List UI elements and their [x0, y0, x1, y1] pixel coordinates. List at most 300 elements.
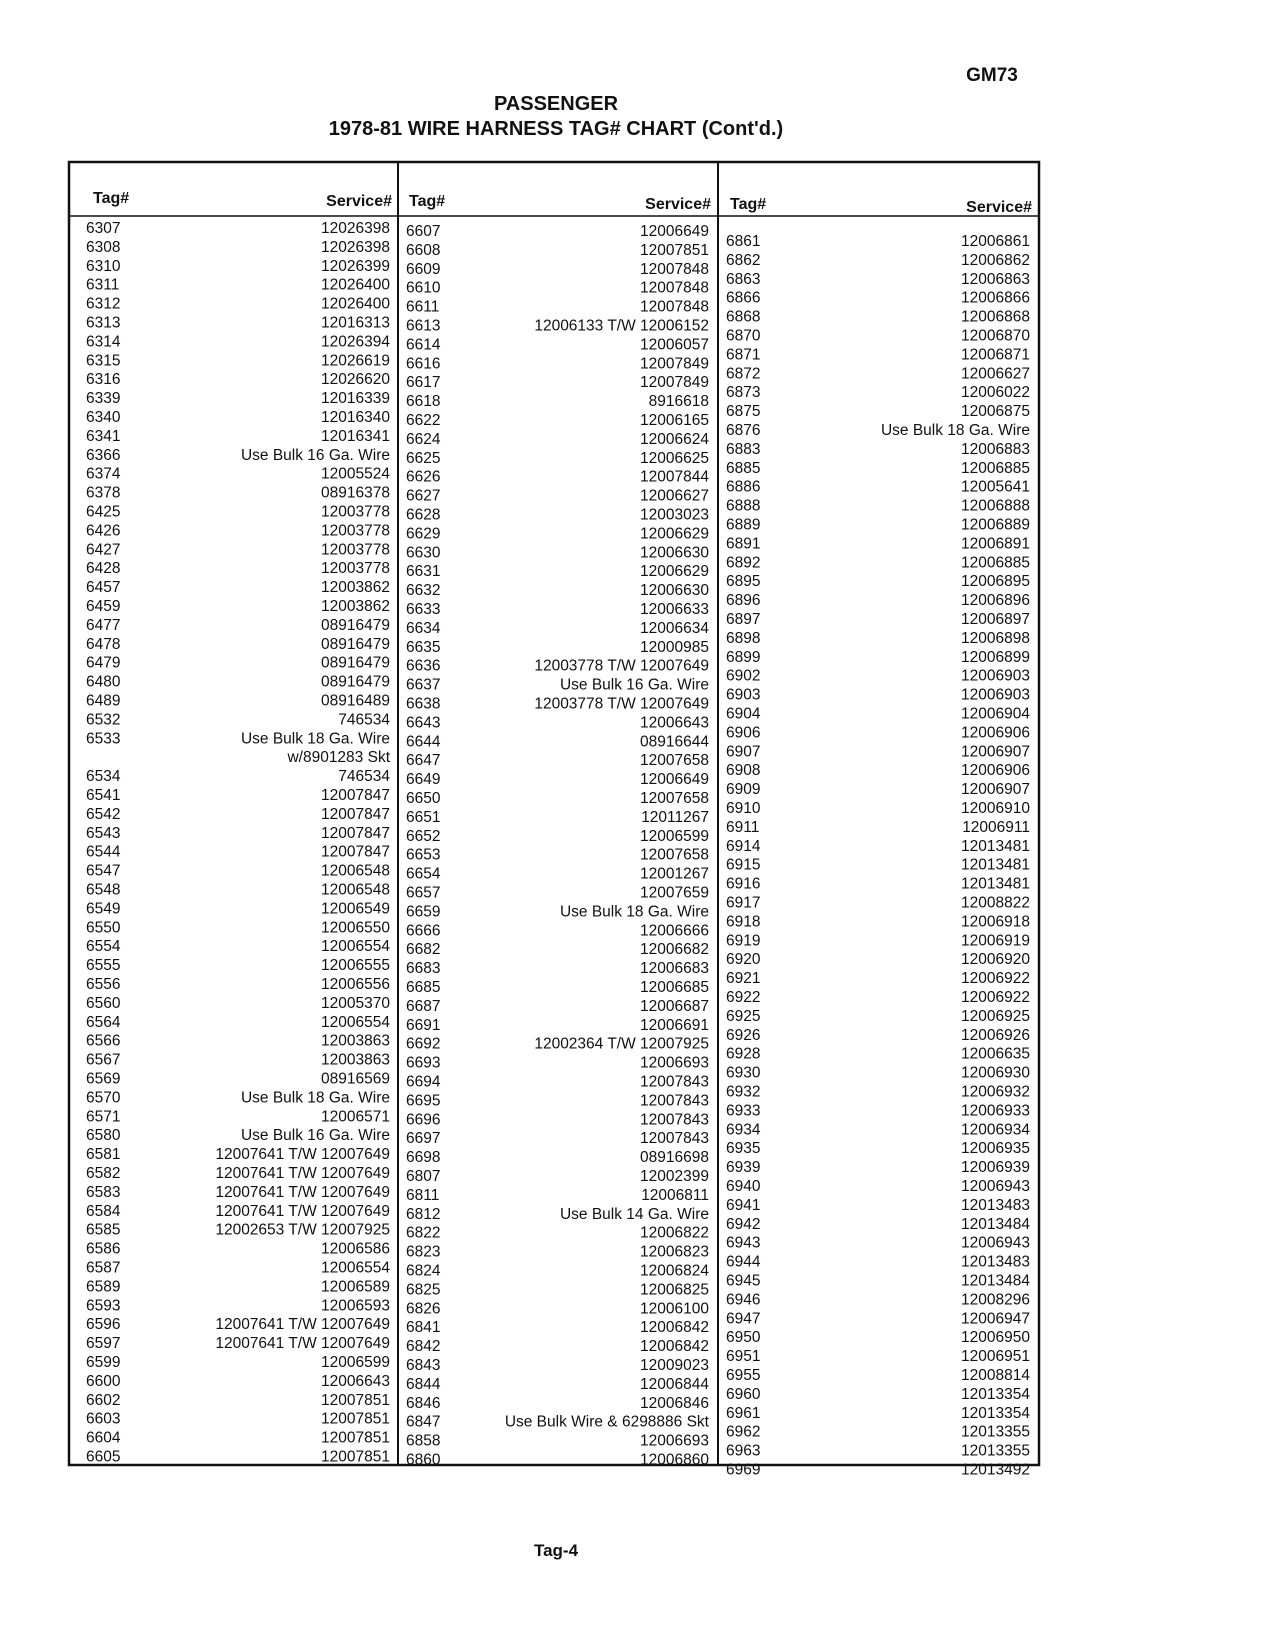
service-number: 12007843 — [640, 1111, 709, 1129]
tag-number: 6583 — [86, 1183, 121, 1201]
service-number: 12003862 — [321, 579, 390, 597]
tag-number: 6943 — [726, 1234, 761, 1252]
tag-number: 6378 — [86, 484, 121, 502]
service-number: 12013483 — [961, 1196, 1030, 1214]
tag-number: 6872 — [726, 365, 761, 383]
tag-number: 6584 — [86, 1202, 121, 1220]
service-number: 12011267 — [641, 808, 709, 826]
tag-number: 6812 — [406, 1205, 441, 1223]
service-number: 12003778 — [321, 503, 390, 521]
tag-number: 6914 — [726, 837, 761, 855]
tag-number: 6870 — [726, 327, 761, 345]
tag-number: 6604 — [86, 1429, 121, 1447]
tag-number: 6311 — [86, 276, 120, 294]
tag-number: 6374 — [86, 465, 121, 483]
tag-number: 6534 — [86, 768, 121, 786]
tag-number: 6860 — [406, 1451, 441, 1469]
tag-number: 6868 — [726, 308, 761, 326]
tag-number: 6898 — [726, 629, 761, 647]
tag-number: 6644 — [406, 733, 441, 751]
service-number: 12007843 — [640, 1092, 709, 1110]
tag-number: 6693 — [406, 1054, 441, 1072]
tag-number: 6858 — [406, 1432, 441, 1450]
tag-number: 6951 — [726, 1348, 761, 1366]
service-number: 12006871 — [961, 346, 1030, 364]
service-number: 12006922 — [961, 970, 1030, 988]
tag-number: 6657 — [406, 884, 441, 902]
service-number: 12006903 — [961, 667, 1030, 685]
service-number: 12006926 — [961, 1026, 1030, 1044]
tag-number: 6543 — [86, 824, 121, 842]
tag-number: 6666 — [406, 922, 441, 940]
service-number: 12006910 — [961, 800, 1030, 817]
tag-number: 6608 — [406, 241, 441, 259]
service-number: 12006556 — [321, 976, 390, 993]
tag-number: 6692 — [406, 1035, 441, 1053]
tag-number: 6616 — [406, 355, 441, 373]
tag-number: 6542 — [86, 805, 121, 823]
tag-number: 6907 — [726, 743, 761, 761]
service-number: 12006586 — [321, 1240, 390, 1258]
service-number: 12003863 — [321, 1051, 390, 1069]
service-number: 12006649 — [640, 223, 709, 240]
service-number: 12007848 — [640, 260, 709, 278]
service-number: 12006933 — [961, 1102, 1030, 1120]
service-number: 12006943 — [961, 1178, 1030, 1195]
tag-number: 6807 — [406, 1168, 441, 1185]
tag-number: 6313 — [86, 314, 121, 332]
tag-number: 6599 — [86, 1354, 121, 1371]
service-number: 12013355 — [961, 1423, 1030, 1441]
service-number: 12007658 — [640, 790, 709, 807]
service-number: 12006898 — [961, 629, 1030, 647]
column-header-tag: Tag# — [409, 193, 446, 210]
tag-number: 6609 — [406, 260, 441, 278]
service-number: 12003778 — [321, 541, 390, 559]
tag-number: 6906 — [726, 724, 761, 742]
service-number: 12000985 — [640, 638, 709, 656]
tag-number: 6899 — [726, 648, 761, 666]
service-number: 12009023 — [640, 1357, 709, 1374]
tag-number: 6544 — [86, 843, 121, 861]
service-number: 12006918 — [961, 913, 1030, 931]
service-number: 12006548 — [321, 881, 390, 899]
service-number: 12006885 — [961, 459, 1030, 477]
tag-number: 6622 — [406, 412, 441, 429]
service-number: 12006907 — [961, 743, 1030, 761]
tag-number: 6687 — [406, 997, 441, 1015]
tag-number: 6846 — [406, 1394, 441, 1412]
service-number: Use Bulk 16 Ga. Wire — [240, 446, 390, 464]
service-number: 12006693 — [640, 1432, 709, 1450]
service-number: 12006883 — [961, 440, 1030, 458]
tag-number: 6811 — [406, 1186, 440, 1204]
service-number: 12005641 — [961, 478, 1030, 496]
service-number: 08916569 — [321, 1070, 390, 1088]
tag-number: 6569 — [86, 1070, 121, 1088]
tag-number: 6862 — [726, 251, 761, 269]
tag-number: 6618 — [406, 393, 441, 411]
service-number: 12007847 — [321, 787, 390, 804]
service-number: 12006624 — [640, 430, 709, 448]
service-number: 12006885 — [961, 554, 1030, 572]
column-header-service: Service# — [326, 193, 392, 210]
service-number: 12006825 — [640, 1281, 709, 1299]
tag-number: 6614 — [406, 336, 441, 354]
service-number: 12016341 — [321, 427, 390, 445]
tag-number: 6826 — [406, 1300, 441, 1318]
column-header-tag: Tag# — [93, 190, 130, 207]
service-number: 12006919 — [961, 932, 1030, 950]
service-number: 12006896 — [961, 592, 1030, 610]
service-number: 12006903 — [961, 686, 1030, 704]
tag-number: 6629 — [406, 525, 441, 543]
tag-number: 6638 — [406, 695, 441, 713]
service-number: Use Bulk 18 Ga. Wire — [880, 422, 1030, 439]
service-number: 12006824 — [640, 1262, 709, 1280]
tag-number: 6581 — [86, 1146, 121, 1164]
tag-number: 6683 — [406, 960, 441, 978]
service-number: 12006691 — [640, 1016, 709, 1034]
service-number: 12006863 — [961, 270, 1030, 288]
service-number: 12005524 — [321, 465, 390, 483]
service-number: 12013481 — [961, 856, 1030, 874]
tag-number: 6596 — [86, 1316, 121, 1334]
tag-number: 6479 — [86, 654, 121, 672]
service-number: 12006897 — [961, 611, 1030, 628]
service-number: Use Bulk 16 Ga. Wire — [559, 676, 709, 694]
service-number: 12006947 — [961, 1310, 1030, 1328]
service-number: 12007849 — [640, 355, 709, 373]
service-number: 12006649 — [640, 771, 709, 789]
tag-number: 6844 — [406, 1375, 441, 1393]
service-number: 746534 — [338, 768, 390, 786]
service-number: Use Bulk 18 Ga. Wire — [559, 903, 709, 921]
service-number: 12006862 — [961, 251, 1030, 269]
tag-number: 6548 — [86, 881, 121, 899]
tag-number: 6930 — [726, 1064, 761, 1082]
tag-number: 6946 — [726, 1291, 761, 1309]
tag-number: 6571 — [86, 1108, 121, 1126]
service-number: 12006870 — [961, 327, 1030, 345]
tag-number: 6310 — [86, 257, 121, 275]
service-number: 12003778 — [321, 560, 390, 578]
service-number: 12006635 — [961, 1045, 1030, 1063]
service-number: 12006548 — [321, 862, 390, 880]
tag-number: 6896 — [726, 592, 761, 610]
service-number: 12006846 — [640, 1394, 709, 1412]
tag-number: 6603 — [86, 1410, 121, 1428]
tag-number: 6939 — [726, 1159, 761, 1177]
tag-number: 6940 — [726, 1178, 761, 1195]
service-number: 12013354 — [961, 1385, 1030, 1403]
tag-number: 6920 — [726, 951, 761, 969]
tag-number: 6613 — [406, 317, 441, 335]
tag-number: 6696 — [406, 1111, 441, 1129]
service-number: 12026394 — [321, 333, 390, 351]
tag-number: 6566 — [86, 1032, 121, 1050]
tag-number: 6650 — [406, 790, 441, 807]
service-number: 12007849 — [640, 374, 709, 392]
tag-number: 6841 — [406, 1319, 441, 1337]
service-number: 12006891 — [961, 535, 1030, 553]
tag-number: 6889 — [726, 516, 761, 534]
service-number: 12006934 — [961, 1121, 1030, 1139]
service-number: 12005370 — [321, 994, 390, 1012]
tag-number: 6340 — [86, 409, 121, 426]
tag-number: 6314 — [86, 333, 121, 351]
service-number: 12007847 — [321, 824, 390, 842]
service-number: 12006823 — [640, 1243, 709, 1261]
service-number: 12007641 T/W 12007649 — [215, 1335, 390, 1353]
tag-number: 6932 — [726, 1083, 761, 1101]
tag-number: 6918 — [726, 913, 761, 931]
tag-number: 6570 — [86, 1089, 121, 1107]
service-number: 12026398 — [321, 238, 390, 256]
service-number: 12006627 — [961, 365, 1030, 383]
tag-number: 6341 — [86, 427, 121, 445]
service-number: 12006683 — [640, 960, 709, 978]
service-number: 12013354 — [961, 1404, 1030, 1422]
tag-number: 6897 — [726, 611, 761, 628]
tag-number: 6902 — [726, 667, 761, 685]
tag-number: 6567 — [86, 1051, 121, 1069]
tag-number: 6935 — [726, 1140, 761, 1158]
service-number: 12006911 — [962, 818, 1030, 836]
service-number: 08916479 — [321, 673, 390, 691]
tag-number: 6903 — [726, 686, 761, 704]
tag-number: 6587 — [86, 1259, 121, 1277]
service-number: 12006932 — [961, 1083, 1030, 1101]
service-number: 12006643 — [640, 714, 709, 732]
tag-number: 6915 — [726, 856, 761, 874]
service-number: 12006895 — [961, 573, 1030, 591]
service-number: 12006625 — [640, 449, 709, 467]
service-number: 12006687 — [640, 997, 709, 1015]
service-number: 12007847 — [321, 843, 390, 861]
service-number: 12006550 — [321, 919, 390, 937]
tag-number: 6847 — [406, 1413, 441, 1431]
service-number: 12007641 T/W 12007649 — [215, 1146, 390, 1164]
tag-number: 6426 — [86, 522, 121, 540]
tag-number: 6624 — [406, 430, 441, 448]
service-number: 12016339 — [321, 390, 390, 408]
tag-number: 6632 — [406, 582, 441, 600]
tag-number: 6428 — [86, 560, 121, 578]
tag-number: 6695 — [406, 1092, 441, 1110]
service-number: 12006630 — [640, 582, 709, 600]
column-header-service: Service# — [645, 196, 711, 213]
tag-number: 6560 — [86, 994, 121, 1012]
service-number: 12016313 — [321, 314, 390, 332]
tag-number: 6541 — [86, 787, 121, 804]
service-number: 12006629 — [640, 563, 709, 581]
tag-number: 6895 — [726, 573, 761, 591]
service-number: 12006844 — [640, 1375, 709, 1393]
service-number: 12006627 — [640, 487, 709, 505]
tag-number: 6921 — [726, 970, 761, 988]
tag-number: 6654 — [406, 865, 441, 883]
service-number: 12006888 — [961, 497, 1030, 515]
tag-number: 6634 — [406, 619, 441, 637]
service-number: 12013492 — [961, 1461, 1030, 1479]
tag-number: 6885 — [726, 459, 761, 477]
tag-number: 6312 — [86, 295, 121, 313]
service-number: 12006685 — [640, 979, 709, 996]
tag-number: 6610 — [406, 279, 441, 297]
tag-number: 6910 — [726, 800, 761, 817]
service-number: 12013355 — [961, 1442, 1030, 1460]
tag-number: 6960 — [726, 1385, 761, 1403]
tag-number: 6922 — [726, 989, 761, 1006]
service-number: 12006907 — [961, 781, 1030, 799]
service-number: 12006935 — [961, 1140, 1030, 1158]
tag-number: 6617 — [406, 374, 441, 392]
service-number: 12013483 — [961, 1253, 1030, 1271]
tag-number: 6605 — [86, 1448, 121, 1466]
tag-number: 6630 — [406, 544, 441, 562]
service-number: 12026400 — [321, 276, 390, 294]
tag-number: 6875 — [726, 403, 761, 421]
service-number: 08916479 — [321, 616, 390, 634]
tag-number: 6942 — [726, 1215, 761, 1233]
service-number: 12006643 — [321, 1372, 390, 1390]
service-number: 12006634 — [640, 619, 709, 637]
service-number: 12007641 T/W 12007649 — [215, 1202, 390, 1220]
tag-number: 6585 — [86, 1221, 121, 1239]
tag-number: 6366 — [86, 446, 121, 464]
tag-number: 6651 — [406, 808, 441, 826]
tag-number: 6600 — [86, 1372, 121, 1390]
service-number: 12006861 — [961, 233, 1030, 250]
tag-number: 6550 — [86, 919, 121, 937]
tag-number: 6883 — [726, 440, 761, 458]
service-number: Use Bulk 16 Ga. Wire — [240, 1127, 390, 1145]
service-number: 12003023 — [640, 506, 709, 524]
service-number: 08916489 — [321, 692, 390, 710]
tag-number: 6547 — [86, 862, 121, 880]
service-number: 12016340 — [321, 409, 390, 426]
tag-number: 6653 — [406, 846, 441, 864]
service-number: 12006951 — [961, 1348, 1030, 1366]
tag-number: 6549 — [86, 900, 121, 918]
service-number: 12007843 — [640, 1073, 709, 1091]
page-number: Tag-4 — [533, 1541, 579, 1560]
service-number: 12008814 — [961, 1367, 1030, 1384]
service-number: 12006554 — [321, 1013, 390, 1031]
service-number: 12026620 — [321, 371, 390, 389]
tag-number: 6926 — [726, 1026, 761, 1044]
tag-number: 6933 — [726, 1102, 761, 1120]
tag-number: 6628 — [406, 506, 441, 524]
service-number: 12006811 — [641, 1186, 709, 1204]
tag-number: 6589 — [86, 1278, 121, 1296]
tag-number: 6425 — [86, 503, 121, 521]
tag-number: 6611 — [406, 298, 440, 316]
tag-number: 6480 — [86, 673, 121, 691]
service-number: 12007658 — [640, 846, 709, 864]
tag-number: 6631 — [406, 563, 441, 581]
service-number: 12006860 — [640, 1451, 709, 1469]
service-number: 12007641 T/W 12007649 — [215, 1183, 390, 1201]
tag-number: 6969 — [726, 1461, 761, 1479]
service-number: 12006630 — [640, 544, 709, 562]
service-number: 12006822 — [640, 1224, 709, 1242]
service-number: 12006842 — [640, 1319, 709, 1337]
tag-number: 6339 — [86, 390, 121, 408]
service-number: 12007848 — [640, 279, 709, 297]
tag-number: 6459 — [86, 598, 121, 615]
tag-number: 6843 — [406, 1357, 441, 1374]
service-number: 12007641 T/W 12007649 — [215, 1316, 390, 1334]
tag-number: 6962 — [726, 1423, 761, 1441]
tag-number: 6908 — [726, 762, 761, 780]
service-number: 12007843 — [640, 1130, 709, 1148]
service-number: w/8901283 Skt — [287, 749, 390, 767]
tag-number: 6691 — [406, 1016, 441, 1034]
tag-number: 6925 — [726, 1007, 761, 1025]
service-number: 12006629 — [640, 525, 709, 543]
tag-number: 6945 — [726, 1272, 761, 1290]
service-number: 12006899 — [961, 648, 1030, 666]
service-number: 12003863 — [321, 1032, 390, 1050]
tag-number: 6554 — [86, 938, 121, 956]
service-number: 12006930 — [961, 1064, 1030, 1082]
tag-number: 6635 — [406, 638, 441, 656]
service-number: 12006555 — [321, 957, 390, 975]
service-number: 08916479 — [321, 635, 390, 653]
service-number: 12003778 T/W 12007649 — [534, 695, 709, 713]
tag-number: 6636 — [406, 657, 441, 675]
tag-number: 6489 — [86, 692, 121, 710]
page-title: PASSENGER — [493, 93, 619, 115]
service-number: 12006842 — [640, 1338, 709, 1356]
tag-number: 6649 — [406, 771, 441, 789]
service-number: 12006549 — [321, 900, 390, 918]
service-number: 12006554 — [321, 1259, 390, 1277]
service-number: 12006022 — [961, 384, 1030, 402]
tag-number: 6315 — [86, 352, 121, 370]
service-number: 12007844 — [640, 468, 709, 486]
service-number: 12006906 — [961, 724, 1030, 742]
tag-number: 6533 — [86, 730, 121, 748]
service-number: 12006920 — [961, 951, 1030, 969]
tag-number: 6961 — [726, 1404, 761, 1422]
tag-number: 6564 — [86, 1013, 121, 1031]
tag-number: 6555 — [86, 957, 121, 975]
tag-number: 6892 — [726, 554, 761, 572]
service-number: 12006904 — [961, 705, 1030, 723]
tag-number: 6824 — [406, 1262, 441, 1280]
tag-number: 6909 — [726, 781, 761, 799]
service-number: 8916618 — [648, 393, 709, 411]
service-number: 12007851 — [321, 1448, 390, 1466]
service-number: 12026399 — [321, 257, 390, 275]
service-number: 08916644 — [640, 733, 709, 751]
document-code: GM73 — [966, 65, 1018, 86]
tag-number: 6556 — [86, 976, 121, 993]
service-number: 12006599 — [640, 827, 709, 845]
tag-number: 6863 — [726, 270, 761, 288]
service-number: 12006133 T/W 12006152 — [534, 317, 709, 335]
column-header-service: Service# — [966, 199, 1032, 216]
tag-number: 6934 — [726, 1121, 761, 1139]
service-number: 746534 — [338, 711, 390, 729]
service-number: 12006633 — [640, 601, 709, 618]
service-number: 12026400 — [321, 295, 390, 313]
tag-number: 6316 — [86, 371, 121, 389]
service-number: 12006554 — [321, 938, 390, 956]
